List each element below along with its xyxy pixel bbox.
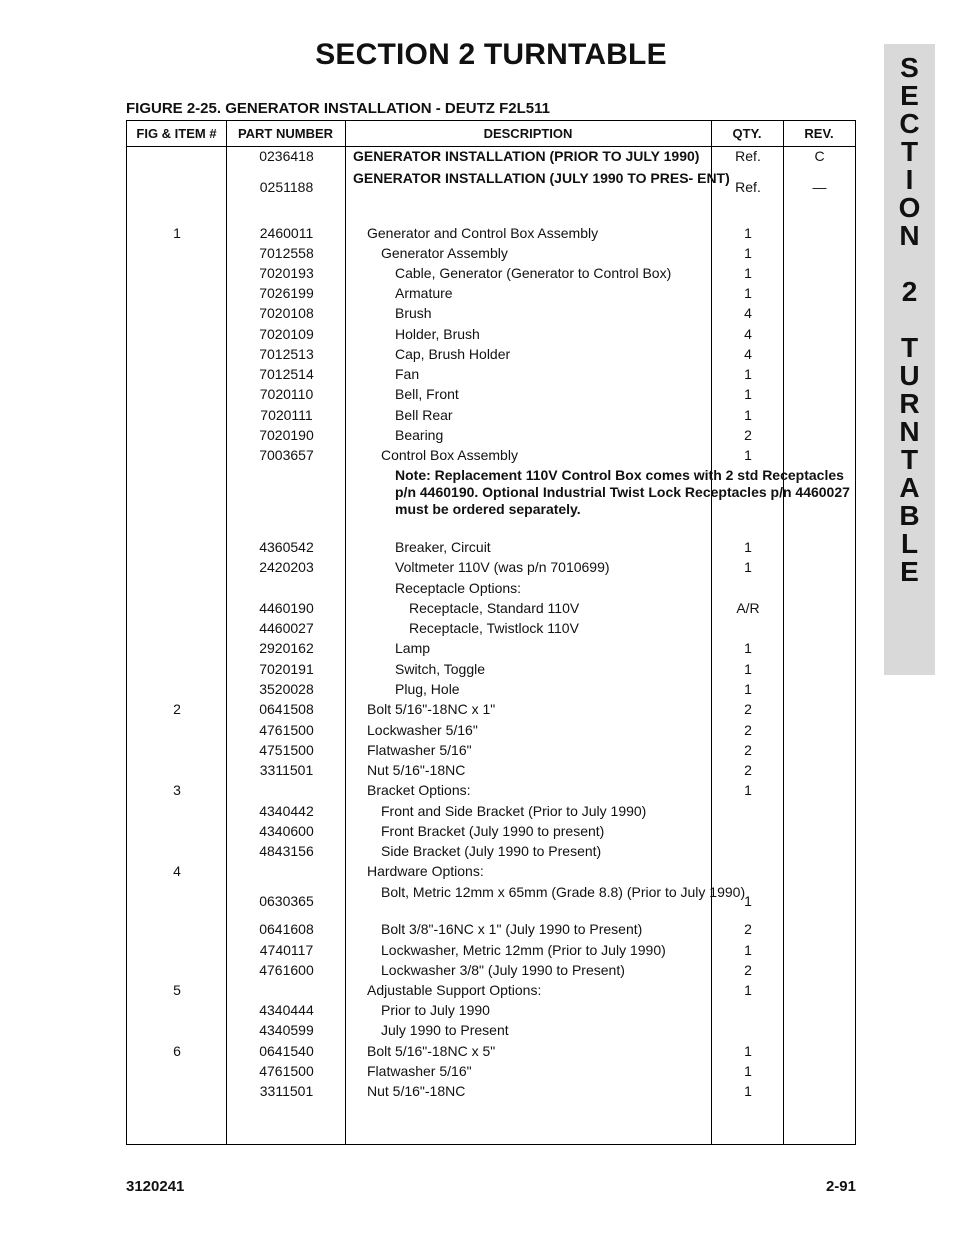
- part-description: Armature: [395, 285, 453, 301]
- side-tab-letter: T: [900, 332, 919, 363]
- quantity: 2: [744, 962, 752, 978]
- part-number: 7020190: [259, 427, 314, 443]
- quantity: 1: [744, 245, 752, 261]
- part-number: 7020191: [259, 661, 314, 677]
- section-title: SECTION 2 TURNTABLE: [315, 38, 667, 71]
- fig-item-number: 1: [173, 225, 181, 241]
- quantity: 1: [744, 942, 752, 958]
- part-description: Plug, Hole: [395, 681, 460, 697]
- part-description: Prior to July 1990: [381, 1002, 490, 1018]
- part-number: 7020111: [260, 407, 313, 423]
- part-description: Bolt 5/16"-18NC x 5": [367, 1043, 496, 1059]
- part-description: Holder, Brush: [395, 326, 480, 342]
- side-tab-letter: A: [899, 472, 920, 503]
- side-tab-letter: N: [899, 220, 920, 251]
- part-number: 3311501: [259, 762, 314, 778]
- part-description: Receptacle Options:: [395, 580, 522, 596]
- quantity: 1: [744, 893, 752, 909]
- side-tab-letter: E: [900, 80, 919, 111]
- part-description: Note: Replacement 110V Control Box comes with 2 std Receptacles p/n 4460190. Optional Industrial Twist Lock Receptacles p/n 4460027 must be ordered separately.: [395, 467, 850, 517]
- side-tab-letter: C: [899, 108, 920, 139]
- part-description: Cap, Brush Holder: [395, 346, 511, 362]
- quantity: A/R: [736, 600, 760, 616]
- quantity: 1: [744, 366, 752, 382]
- parts-table: [126, 120, 856, 1145]
- part-description: Adjustable Support Options:: [367, 982, 542, 998]
- side-tab-letter: T: [900, 444, 919, 475]
- side-tab-letter: E: [900, 556, 919, 587]
- side-tab-letter: O: [898, 192, 921, 223]
- part-description: Front Bracket (July 1990 to present): [381, 823, 605, 839]
- part-description: Lockwasher 3/8" (July 1990 to Present): [381, 962, 625, 978]
- part-number: 4761500: [259, 722, 314, 738]
- fig-item-number: 3: [173, 782, 181, 798]
- quantity: 1: [744, 782, 752, 798]
- part-number: 7026199: [259, 285, 314, 301]
- quantity: 1: [744, 447, 752, 463]
- part-number: 4761500: [259, 1063, 314, 1079]
- part-description: Bolt, Metric 12mm x 65mm (Grade 8.8) (Prior to July 1990): [381, 884, 746, 900]
- part-number: 4460190: [259, 600, 314, 616]
- part-number: 7020108: [259, 305, 314, 321]
- quantity: Ref.: [735, 179, 761, 195]
- document-number: 3120241: [126, 1178, 185, 1195]
- part-number: 0641540: [259, 1043, 314, 1059]
- quantity: 2: [744, 427, 752, 443]
- part-description: Lockwasher, Metric 12mm (Prior to July 1990): [381, 942, 666, 958]
- quantity: 4: [744, 326, 752, 342]
- quantity: 1: [744, 982, 752, 998]
- part-description: Bolt 3/8"-16NC x 1" (July 1990 to Present): [381, 921, 643, 937]
- part-number: 4360542: [259, 539, 314, 555]
- quantity: 2: [744, 762, 752, 778]
- fig-item-number: 2: [173, 701, 181, 717]
- quantity: 1: [744, 1043, 752, 1059]
- part-number: 4340599: [259, 1022, 314, 1038]
- quantity: 1: [744, 640, 752, 656]
- header-divider: [127, 146, 855, 147]
- part-description: Hardware Options:: [367, 863, 484, 879]
- side-tab-letter: I: [905, 164, 914, 195]
- header-qty: QTY.: [732, 126, 762, 141]
- part-number: 7003657: [259, 447, 314, 463]
- part-number: 7020193: [259, 265, 314, 281]
- figure-caption: FIGURE 2-25. GENERATOR INSTALLATION - DEUTZ F2L511: [126, 100, 550, 117]
- quantity: 2: [744, 722, 752, 738]
- part-description: Side Bracket (July 1990 to Present): [381, 843, 602, 859]
- part-description: Bracket Options:: [367, 782, 471, 798]
- part-description: Lamp: [395, 640, 431, 656]
- side-tab-letter: T: [900, 136, 919, 167]
- side-tab-letter: U: [899, 360, 920, 391]
- part-description: Bearing: [395, 427, 444, 443]
- side-tab: [884, 44, 935, 675]
- quantity: 2: [744, 701, 752, 717]
- quantity: 1: [744, 539, 752, 555]
- part-number: 7012558: [259, 245, 314, 261]
- part-description: Front and Side Bracket (Prior to July 1990): [381, 803, 647, 819]
- quantity: 1: [744, 1063, 752, 1079]
- part-number: 4340600: [259, 823, 314, 839]
- fig-item-number: 6: [173, 1043, 181, 1059]
- part-number: 7012513: [259, 346, 314, 362]
- part-number: 7020109: [259, 326, 314, 342]
- part-description: Generator Assembly: [381, 245, 508, 261]
- quantity: Ref.: [735, 148, 761, 164]
- side-tab-letter: L: [900, 528, 919, 559]
- fig-item-number: 5: [173, 982, 181, 998]
- part-number: 0630365: [259, 893, 314, 909]
- page-number: 2-91: [825, 1178, 856, 1195]
- side-tab-letter: B: [899, 500, 920, 531]
- quantity: 1: [744, 661, 752, 677]
- part-number: 4740117: [259, 942, 314, 958]
- part-description: Breaker, Circuit: [395, 539, 491, 555]
- part-number: 7012514: [259, 366, 314, 382]
- side-tab-letter: R: [899, 388, 920, 419]
- part-number: 4340444: [259, 1002, 314, 1018]
- part-number: 3311501: [259, 1083, 314, 1099]
- revision: —: [812, 179, 827, 195]
- part-description: July 1990 to Present: [381, 1022, 509, 1038]
- header-part-number: PART NUMBER: [237, 126, 334, 141]
- part-number: 4460027: [259, 620, 314, 636]
- quantity: 1: [744, 386, 752, 402]
- part-number: 4340442: [259, 803, 314, 819]
- part-description: Flatwasher 5/16": [367, 742, 472, 758]
- part-description: Receptacle, Standard 110V: [409, 600, 580, 616]
- part-description: Control Box Assembly: [381, 447, 518, 463]
- part-description: Nut 5/16"-18NC: [367, 1083, 466, 1099]
- part-description: Bolt 5/16"-18NC x 1": [367, 701, 496, 717]
- quantity: 1: [744, 225, 752, 241]
- side-tab-letter: N: [899, 416, 920, 447]
- part-number: 0236418: [259, 148, 314, 164]
- fig-item-number: 4: [173, 863, 181, 879]
- part-description: Receptacle, Twistlock 110V: [409, 620, 579, 636]
- part-description: Voltmeter 110V (was p/n 7010699): [395, 559, 610, 575]
- header-fig-item: FIG & ITEM #: [136, 126, 217, 141]
- part-description: Lockwasher 5/16": [367, 722, 478, 738]
- side-tab-letter: 2: [901, 276, 918, 307]
- part-description: Brush: [395, 305, 432, 321]
- quantity: 1: [744, 407, 752, 423]
- header-description: DESCRIPTION: [483, 126, 573, 141]
- part-description: Fan: [395, 366, 420, 382]
- quantity: 4: [744, 346, 752, 362]
- quantity: 1: [744, 285, 752, 301]
- revision: C: [814, 148, 825, 164]
- quantity: 2: [744, 742, 752, 758]
- header-rev: REV.: [804, 126, 834, 141]
- part-number: 3520028: [259, 681, 314, 697]
- part-number: 4761600: [259, 962, 314, 978]
- part-description: Bell Rear: [395, 407, 453, 423]
- part-description: Bell, Front: [395, 386, 459, 402]
- part-number: 4843156: [259, 843, 314, 859]
- part-number: 0251188: [259, 179, 314, 195]
- quantity: 2: [744, 921, 752, 937]
- part-description: GENERATOR INSTALLATION (PRIOR TO JULY 1990): [353, 148, 700, 164]
- part-description: Nut 5/16"-18NC: [367, 762, 466, 778]
- part-number: 4751500: [259, 742, 314, 758]
- part-number: 0641508: [259, 701, 314, 717]
- quantity: 1: [744, 559, 752, 575]
- part-number: 2460011: [259, 225, 314, 241]
- quantity: 1: [744, 265, 752, 281]
- part-number: 0641608: [259, 921, 314, 937]
- quantity: 1: [744, 1083, 752, 1099]
- part-description: Flatwasher 5/16": [367, 1063, 472, 1079]
- part-description: Generator and Control Box Assembly: [367, 225, 599, 241]
- part-description: Cable, Generator (Generator to Control Box): [395, 265, 672, 281]
- part-number: 2920162: [259, 640, 314, 656]
- side-tab-letter: S: [900, 52, 919, 83]
- part-description: GENERATOR INSTALLATION (JULY 1990 TO PRES- ENT): [353, 170, 730, 186]
- part-number: 2420203: [259, 559, 314, 575]
- quantity: 1: [744, 681, 752, 697]
- part-number: 7020110: [259, 386, 314, 402]
- part-description: Switch, Toggle: [395, 661, 486, 677]
- quantity: 4: [744, 305, 752, 321]
